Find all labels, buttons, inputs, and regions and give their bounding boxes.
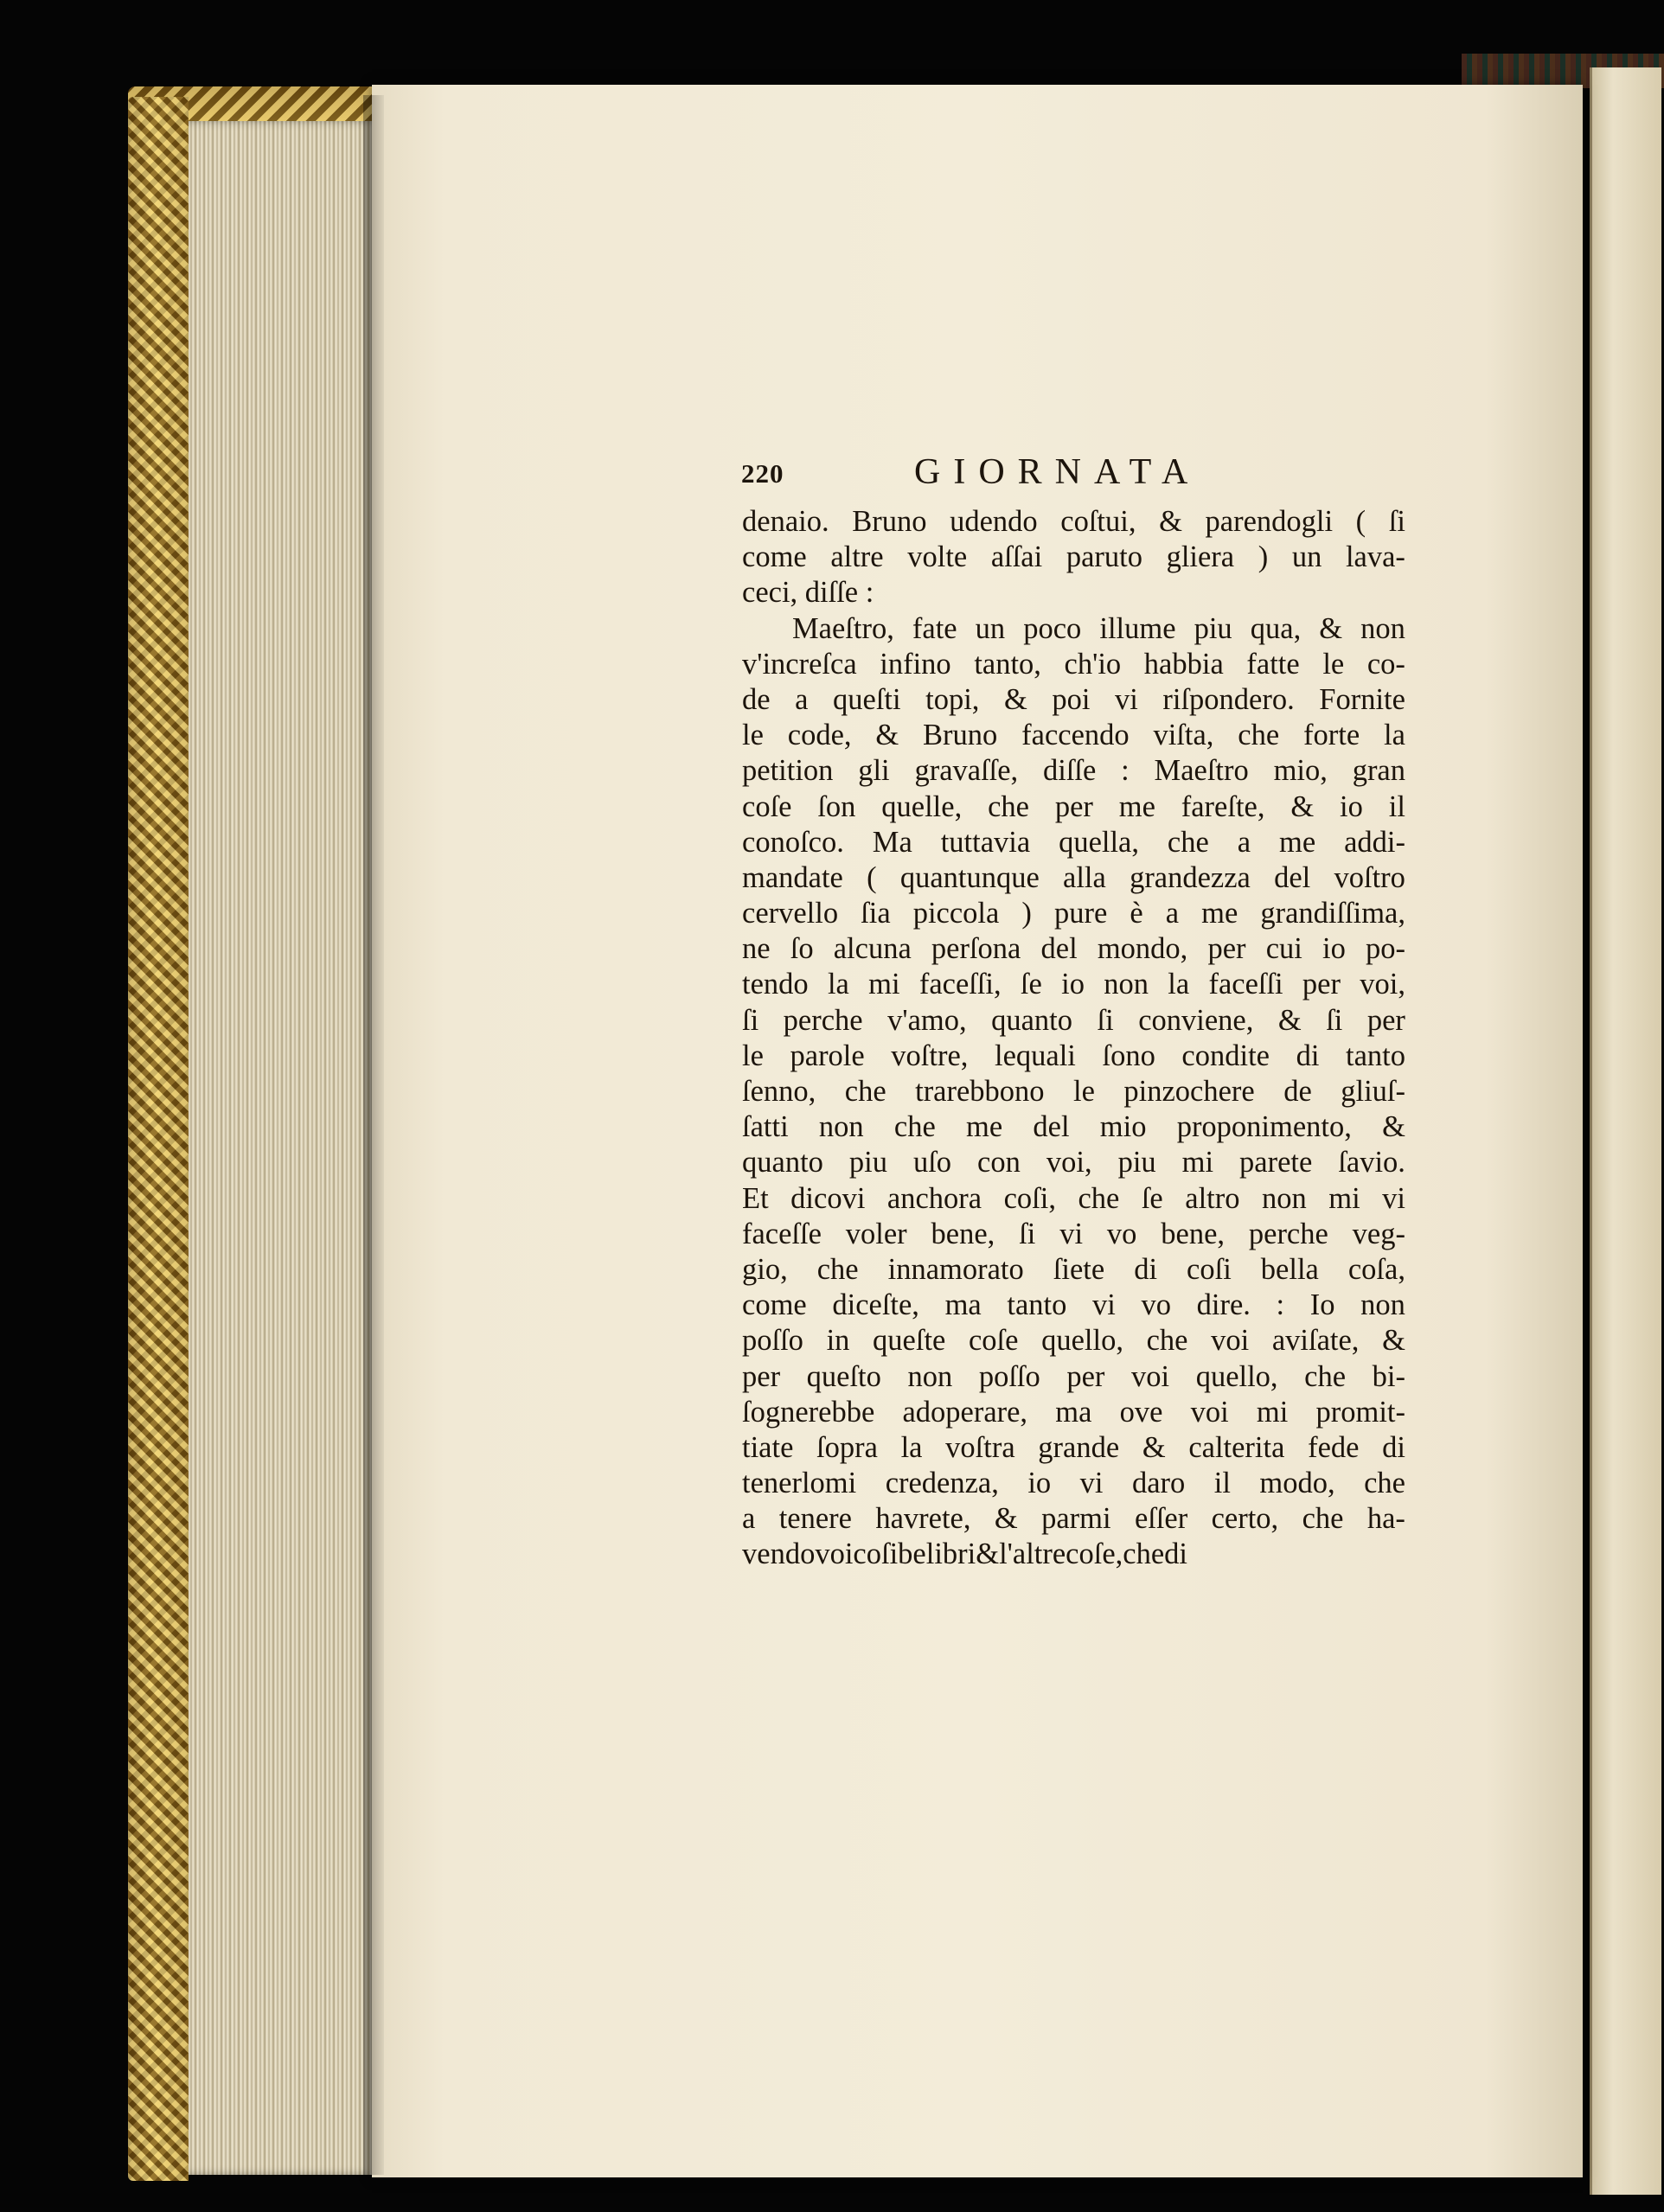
text-line: tenerlomi credenza, io vi daro il modo, che: [742, 1467, 1405, 1500]
page-gutter-shadow: [363, 95, 384, 2175]
text-line: a tenere havrete, & parmi eſſer certo, che ha-: [742, 1502, 1405, 1536]
text-line: per queſto non poſſo per voi quello, che bi-: [742, 1359, 1405, 1393]
text-line: mandate ( quantunque alla grandezza del voſtro: [742, 860, 1405, 894]
text-line: ſenno, che trarebbono le pinzochere de gliuſ-: [742, 1075, 1405, 1108]
text-line: ſognerebbe adoperare, ma ove voi mi promit-: [742, 1395, 1405, 1429]
text-line: poſſo in queſte coſe quello, che voi aviſate, &: [742, 1324, 1405, 1358]
text-line: quanto piu uſo con voi, piu mi parete ſavio.: [742, 1146, 1405, 1180]
running-head: GIORNATA: [914, 452, 1201, 492]
text-line: coſe ſon quelle, che per me fareſte, & io il: [742, 790, 1405, 823]
text-line: v'increſca infino tanto, ch'io habbia fatte le co-: [742, 647, 1405, 681]
text-line: gio, che innamorato ſiete di coſi bella coſa,: [742, 1252, 1405, 1286]
text-line: Maeſtro, fate un poco illume piu qua, & non: [792, 611, 1405, 645]
text-line: tendo la mi faceſſi, ſe io non la faceſſi per voi,: [742, 968, 1405, 1001]
page-edge-stack: [189, 121, 379, 2175]
text-line: le code, & Bruno faccendo viſta, che forte la: [742, 719, 1405, 752]
text-line: ne ſo alcuna perſona del mondo, per cui io po-: [742, 932, 1405, 966]
body-text: [742, 504, 1405, 1573]
text-line: faceſſe voler bene, ſi vi vo bene, perche veg-: [742, 1217, 1405, 1250]
text-line: ſi perche v'amo, quanto ſi conviene, & ſi per: [742, 1003, 1405, 1037]
text-line: cervello ſia piccola ) pure è a me grandiſſima,: [742, 897, 1405, 930]
text-line: come diceſte, ma tanto vi vo dire. : Io non: [742, 1288, 1405, 1322]
text-line: petition gli gravaſſe, diſſe : Maeſtro mio, gran: [742, 754, 1405, 788]
text-line: ſatti non che me del mio proponimento, &: [742, 1110, 1405, 1144]
page-header: [741, 451, 1251, 503]
gilt-fore-edge: [128, 97, 189, 2181]
text-line: come altre volte aſſai paruto gliera ) un lava-: [742, 540, 1405, 574]
text-line: de a queſti topi, & poi vi riſpondero. Fornite: [742, 682, 1405, 716]
text-line: tiate ſopra la voſtra grande & calterita fede di: [742, 1430, 1405, 1464]
facing-page-sliver: [1590, 67, 1661, 2195]
text-line: Et dicovi anchora coſi, che ſe altro non mi vi: [742, 1181, 1405, 1215]
text-line: ceci, diſſe :: [742, 576, 874, 610]
text-line: conoſco. Ma tuttavia quella, che a me addi-: [742, 825, 1405, 859]
text-line: vendo voi coſi be libri & l'altre coſe, che di: [742, 1538, 1187, 1571]
page-number: 220: [741, 458, 784, 489]
text-line: le parole voſtre, lequali ſono condite di tanto: [742, 1039, 1405, 1072]
text-line: denaio. Bruno udendo coſtui, & parendogli ( ſi: [742, 505, 1405, 538]
